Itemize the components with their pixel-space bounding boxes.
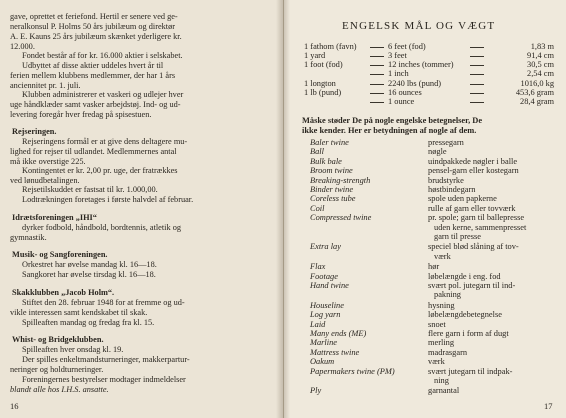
measure-metric: 91,4 cm (527, 51, 554, 60)
glossary-term: Marline (310, 338, 337, 348)
section-heading: Rejseringen. (12, 127, 57, 136)
equals-rule (370, 65, 384, 66)
glossary-definition: pr. spole; garn til ballepresse (428, 213, 525, 223)
glossary-definition: garn til presse (434, 232, 481, 241)
body-text-line: Lodtrækningen foretages i første halvdel af februar. (22, 195, 194, 204)
section-heading: Musik- og Sangforeningen. (12, 250, 108, 259)
equals-rule (470, 93, 484, 94)
measure-equivalent: 1 inch (388, 69, 409, 78)
glossary-definition: hør (428, 262, 440, 272)
equals-rule (370, 84, 384, 85)
glossary-definition: uden kerne, sammenpresset (434, 222, 527, 232)
body-text-line: A. E. Kauns 25 års jubilæum skænket yderligere kr. (10, 32, 182, 41)
body-text-line: Rejseringens formål er at give dens deltagere mu- (22, 137, 188, 146)
glossary-definition: pressegarn (428, 138, 464, 147)
body-text-line: blandt alle hos I.H.S. ansatte. (10, 385, 109, 394)
glossary-definition: spole uden papkerne (428, 194, 497, 204)
glossary-definition: værk (428, 357, 445, 367)
glossary-term: Log yarn (310, 310, 341, 320)
page-title: ENGELSK MÅL OG VÆGT (342, 20, 496, 32)
glossary-definition: madrasgarn (428, 347, 468, 357)
glossary-definition: svært pol. jutegarn til ind- (428, 281, 516, 290)
glossary-definition: merling (428, 338, 455, 348)
measure-metric: 28,4 gram (520, 97, 554, 106)
body-text-line: Spilleaften hver onsdag kl. 19. (22, 345, 124, 354)
glossary-definition: garnantal (428, 386, 460, 396)
measure-metric: 1016,0 kg (520, 79, 554, 88)
body-text-line: anciennitet pr. 1. juli. (10, 81, 81, 90)
body-text-line: Foreningernes bestyrelser modtager indmeldelser (22, 375, 186, 384)
equals-rule (470, 56, 484, 57)
glossary-term: Hand twine (310, 281, 349, 290)
measure-equivalent: 12 inches (tommer) (388, 60, 454, 69)
body-text-line: neringer og holdturneringer. (10, 365, 104, 374)
measure-equivalent: 2240 lbs (pund) (388, 79, 442, 88)
glossary-term: Binder twine (310, 185, 354, 194)
measure-equivalent: 3 feet (388, 51, 407, 60)
glossary-definition: løbelængdebetegnelse (428, 310, 502, 320)
glossary-term: Mattress twine (310, 347, 360, 357)
body-text-line: Kontingentet er kr. 2,00 pr. uge, der fratrækkes (22, 166, 178, 175)
glossary-term: Bulk bale (310, 156, 342, 166)
measure-unit: 1 foot (fod) (304, 60, 343, 69)
glossary-definition: rulle af garn eller tovværk (428, 203, 516, 213)
glossary-definition: brudstyrke (428, 175, 464, 185)
body-text-line: Fondet består af for kr. 16.000 aktier i selskabet. (22, 51, 183, 60)
body-text-line: lighed for rejser til udlandet. Medlemmernes antal (10, 147, 177, 156)
right-page (284, 0, 566, 418)
glossary-term: Breaking-strength (310, 175, 371, 185)
glossary-term: Baler twine (310, 138, 349, 147)
equals-rule (470, 84, 484, 85)
glossary-definition: hysning (428, 300, 455, 310)
glossary-definition: svært jutegarn til indpak- (428, 366, 513, 376)
measure-equivalent: 1 ounce (388, 97, 415, 106)
body-text-line: Udbyttet af disse aktier uddeles hvert år til (22, 61, 164, 70)
section-heading: Idrætsforeningen „IHI“ (12, 213, 97, 222)
body-text-line: levering foregår hver fredag på spisestuen. (10, 110, 152, 119)
body-text-line: må ikke overstige 225. (10, 157, 86, 166)
intro-line: ikke kender. Her er betydningen af nogle af dem. (302, 126, 477, 135)
body-text-line: Rejsetilskuddet er fastsat til kr. 1.000,00. (22, 185, 158, 194)
equals-rule (370, 93, 384, 94)
glossary-definition: snoet (428, 319, 446, 329)
glossary-definition: pensel-garn eller kostegarn (428, 166, 519, 176)
measure-unit: 1 yard (304, 51, 326, 60)
equals-rule (470, 65, 484, 66)
body-text-line: 12.000. (10, 42, 35, 51)
measure-metric: 1,83 m (530, 42, 554, 51)
equals-rule (470, 102, 484, 103)
page-number: 16 (10, 401, 19, 411)
glossary-definition: pakning (434, 290, 461, 300)
body-text-line: vikle interessen samt kendskabet til skak. (10, 308, 148, 317)
glossary-definition: værk (434, 251, 451, 261)
glossary-term: Oakum (310, 357, 335, 367)
body-text-line: Sangkoret har øvelse tirsdag kl. 16—18. (22, 270, 156, 279)
equals-rule (370, 74, 384, 75)
equals-rule (470, 74, 484, 75)
glossary-definition: uindpakkede nøgler i balle (428, 156, 518, 166)
body-text-line: Orkestret har øvelse mandag kl. 16—18. (22, 260, 157, 269)
glossary-term: Footage (310, 271, 338, 281)
glossary-term: Compressed twine (310, 213, 372, 223)
measure-unit: 1 fathom (favn) (304, 42, 357, 51)
measure-unit: 1 longton (304, 79, 336, 88)
glossary-definition: speciel blød slåning af tov- (428, 242, 519, 252)
body-text-line: dyrker fodbold, håndbold, bordtennis, atletik og (22, 223, 181, 232)
glossary-definition: løbelængde i eng. fod (428, 271, 501, 281)
measure-equivalent: 16 ounces (388, 88, 422, 97)
measure-metric: 2,54 cm (527, 69, 554, 78)
glossary-definition: ning (434, 376, 449, 385)
body-text-line: Der spilles enkeltmandsturneringer, makkerpartur- (22, 355, 190, 364)
glossary-term: Ply (310, 386, 322, 396)
glossary-term: Broom twine (310, 166, 353, 176)
glossary-term: Coil (310, 203, 325, 213)
glossary-definition: flere garn i form af dugt (428, 329, 509, 338)
equals-rule (370, 47, 384, 48)
glossary-term: Papermakers twine (PM) (310, 366, 395, 376)
glossary-term: Flax (310, 262, 326, 272)
measure-equivalent: 6 feet (fod) (388, 42, 426, 51)
body-text-line: gave, oprettet et feriefond. Hertil er senere ved ge- (10, 12, 178, 21)
measure-metric: 30,5 cm (527, 60, 554, 69)
measure-unit: 1 lb (pund) (304, 88, 342, 97)
section-heading: Whist- og Bridgeklubben. (12, 335, 104, 344)
body-text-line: Stiftet den 28. februar 1948 for at fremme og ud- (22, 298, 185, 307)
glossary-term: Laid (310, 319, 326, 329)
body-text-line: Klubben administrerer et vaskeri og udlejer hver (22, 90, 184, 99)
glossary-term: Extra lay (310, 242, 341, 252)
equals-rule (370, 56, 384, 57)
equals-rule (470, 47, 484, 48)
glossary-term: Many ends (ME) (310, 329, 367, 338)
intro-line: Måske støder De på nogle engelske betegnelser, De (302, 116, 483, 125)
book-spine (276, 0, 290, 418)
body-text-line: neralkonsul P. Holms 50 års jubilæum og direktør (10, 22, 176, 31)
body-text-line: ferien mellem klubbens medlemmer, der har 1 års (10, 71, 176, 80)
equals-rule (370, 102, 384, 103)
body-text-line: Spilleaften mandag og fredag fra kl. 15. (22, 318, 155, 327)
glossary-term: Coreless tube (310, 194, 356, 204)
glossary-term: Ball (310, 147, 324, 157)
measure-metric: 453,6 gram (515, 88, 554, 97)
glossary-term: Houseline (310, 300, 344, 310)
body-text-line: ved lønudbetalingen. (10, 176, 80, 185)
glossary-definition: nøgle (428, 147, 447, 157)
body-text-line: uge håndklæder samt vasker arbejdstøj. Ind- og ud- (10, 100, 181, 109)
body-text-line: gymnastik. (10, 233, 47, 242)
page-number: 17 (544, 401, 553, 411)
glossary-definition: høstbindegarn (428, 185, 476, 194)
section-heading: Skakklubben „Jacob Holm“. (12, 288, 115, 297)
